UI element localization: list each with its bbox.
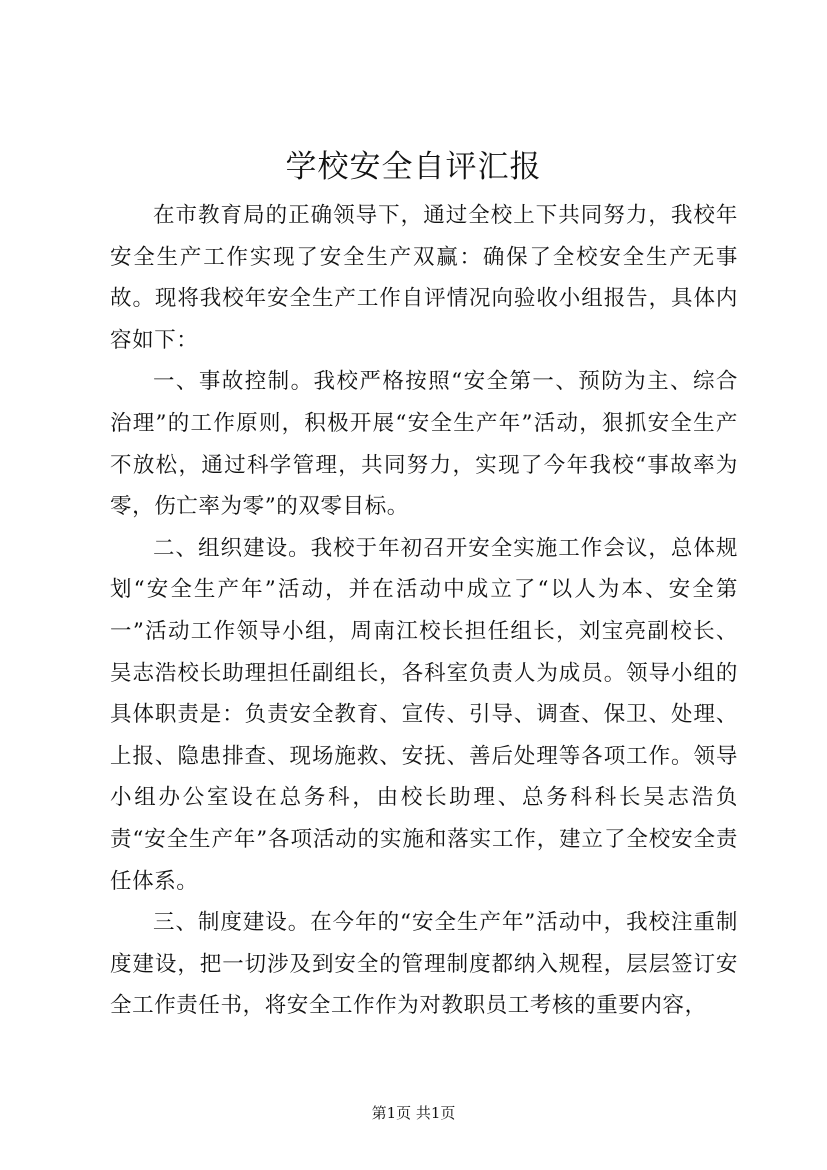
paragraph-accident-control: 一、事故控制。我校严格按照“安全第一、预防为主、综合治理”的工作原则，积极开展“安全生产年”活动，狠抓安全生产不放松，通过科学管理，共同努力，实现了今年我校“事故率为零，伤亡率为零”的双零目标。 bbox=[110, 369, 738, 520]
document-body bbox=[110, 195, 738, 1027]
paragraph-system-building: 三、制度建设。在今年的“安全生产年”活动中，我校注重制度建设，把一切涉及到安全的管理制度都纳入规程，层层签订安全工作责任书，将安全工作作为对教职员工考核的重要内容， bbox=[110, 910, 738, 1019]
paragraph-organization: 二、组织建设。我校于年初召开安全实施工作会议，总体规划“安全生产年”活动，并在活动中成立了“以人为本、安全第一”活动工作领导小组，周南江校长担任组长，刘宝亮副校长、吴志浩校长助理担任副组长，各科室负责人为成员。领导小组的具体职责是：负责安全教育、宣传、引导、调查、保卫、处理、上报、隐患排查、现场施救、安抚、善后处理等各项工作。领导小组办公室设在总务科，由校长助理、总务科科长吴志浩负责“安全生产年”各项活动的实施和落实工作，建立了全校安全责任体系。 bbox=[110, 535, 738, 894]
paragraph-intro: 在市教育局的正确领导下，通过全校上下共同努力，我校年安全生产工作实现了安全生产双赢：确保了全校安全生产无事故。现将我校年安全生产工作自评情况向验收小组报告，具体内容如下： bbox=[110, 203, 738, 353]
page-footer: 第1页 共1页 bbox=[371, 1104, 456, 1122]
document-title: 学校安全自评汇报 bbox=[285, 149, 542, 185]
